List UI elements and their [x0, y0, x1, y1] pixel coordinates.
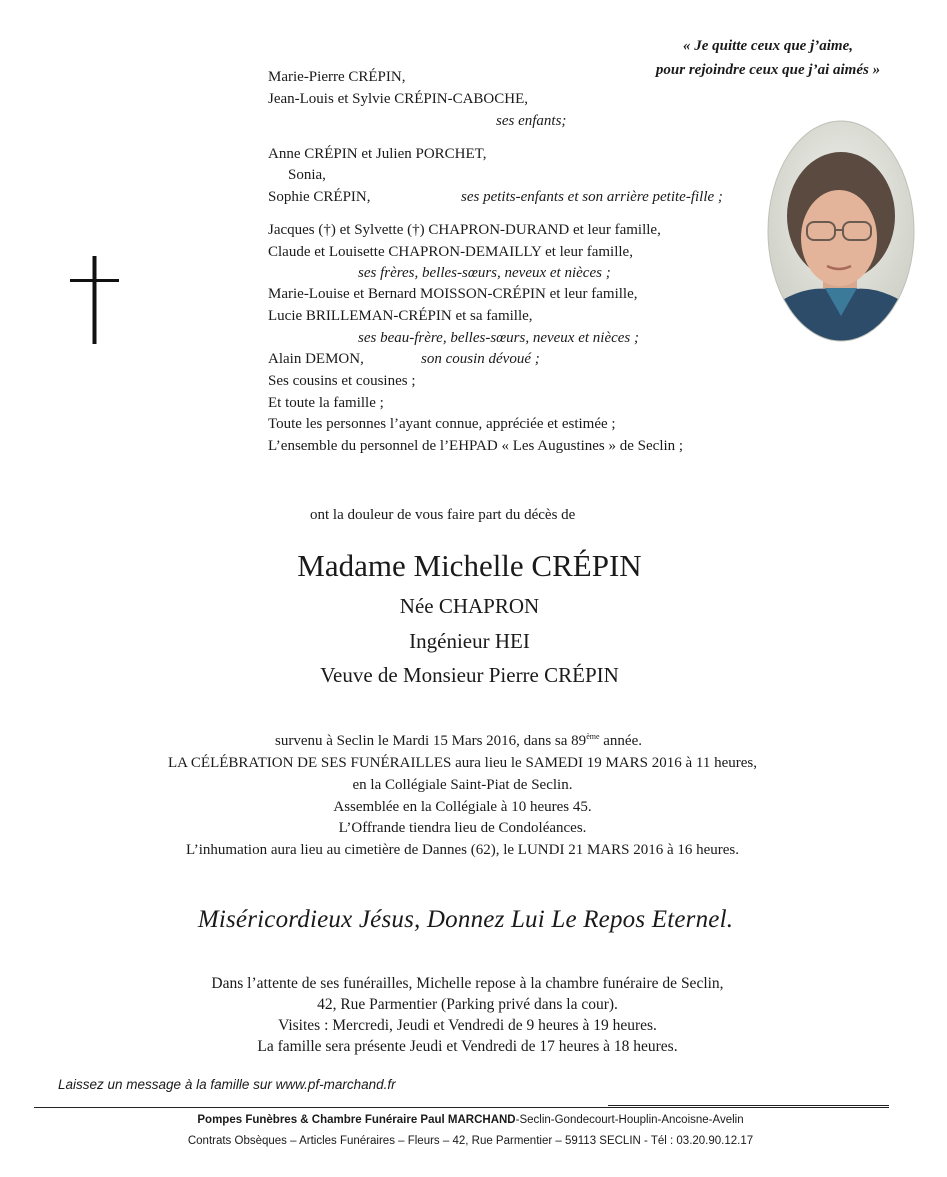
announcement: ont la douleur de vous faire part du décès de [310, 507, 576, 523]
portrait-photo [767, 120, 915, 342]
visit-line: La famille sera présente Jeudi et Vendredi de 17 heures à 18 heures. [257, 1038, 678, 1055]
separator-long [34, 1107, 889, 1108]
family-line: Jacques (†) et Sylvette (†) CHAPRON-DURAND et leur famille, [268, 222, 661, 238]
epitaph-quote [628, 34, 908, 82]
ordinal-suffix: ème [586, 732, 600, 741]
family-line: Marie-Pierre CRÉPIN, [268, 69, 406, 85]
family-line: Sophie CRÉPIN, [268, 189, 371, 205]
family-relation: ses petits-enfants et son arrière petite-fille ; [461, 189, 723, 205]
visit-line: 42, Rue Parmentier (Parking privé dans la cour). [317, 996, 618, 1013]
family-relation: ses frères, belles-sœurs, neveux et nièces ; [358, 265, 611, 281]
death-date: survenu à Seclin le Mardi 15 Mars 2016, dans sa 89 [274, 733, 587, 749]
family-line: Marie-Louise et Bernard MOISSON-CRÉPIN et leur famille, [268, 286, 638, 302]
family-line: Ses cousins et cousines ; [268, 373, 416, 389]
widow-of: Veuve de Monsieur Pierre CRÉPIN [320, 663, 619, 687]
family-line: Alain DEMON, [268, 351, 364, 367]
funeral-location: en la Collégiale Saint-Piat de Seclin. [352, 777, 573, 793]
company-name: Pompes Funèbres & Chambre Funéraire Paul MARCHAND [197, 1114, 516, 1126]
burial-details: L’inhumation aura lieu au cimetière de Dannes (62), le LUNDI 21 MARS 2016 à 16 heures. [185, 842, 740, 858]
family-line: Anne CRÉPIN et Julien PORCHET, [268, 146, 487, 162]
family-line: Toute les personnes l’ayant connue, appréciée et estimée ; [268, 416, 616, 432]
latin-cross-icon [68, 254, 122, 346]
deceased-name: Madame Michelle CRÉPIN [297, 548, 642, 583]
family-line: Jean-Louis et Sylvie CRÉPIN-CABOCHE, [268, 91, 528, 107]
family-relation: ses beau-frère, belles-sœurs, neveux et nièces ; [358, 330, 640, 346]
profession: Ingénieur HEI [409, 629, 530, 653]
assembly-time: Assemblée en la Collégiale à 10 heures 45. [333, 799, 592, 815]
company-locations: -Seclin-Gondecourt-Houplin-Ancoisne-Avelin [515, 1114, 744, 1126]
family-line: Et toute la famille ; [268, 395, 384, 411]
family-line: Claude et Louisette CHAPRON-DEMAILLY et leur famille, [268, 244, 633, 260]
family-line: L’ensemble du personnel de l’EHPAD « Les Augustines » de Seclin ; [268, 438, 684, 454]
message-link[interactable]: Laissez un message à la famille sur www.pf-marchand.fr [58, 1077, 396, 1092]
year-word: année. [599, 733, 642, 749]
family-relation: son cousin dévoué ; [421, 351, 540, 367]
separator-short [608, 1105, 889, 1106]
prayer: Miséricordieux Jésus, Donnez Lui Le Repos Eternel. [197, 906, 734, 933]
footer-services: Contrats Obsèques – Articles Funéraires – Fleurs – 42, Rue Parmentier – 59113 SECLIN - Tél : 03.20.90.12.17 [187, 1135, 754, 1147]
quote-line-1: « Je quitte ceux que j’aime, [683, 38, 853, 54]
quote-line-2: pour rejoindre ceux que j’ai aimés » [655, 62, 881, 78]
footer-company [0, 1114, 944, 1126]
visit-line: Visites : Mercredi, Jeudi et Vendredi de 9 heures à 19 heures. [278, 1017, 657, 1034]
death-details [0, 731, 932, 753]
funeral-celebration: LA CÉLÉBRATION DE SES FUNÉRAILLES aura lieu le SAMEDI 19 MARS 2016 à 11 heures, [168, 755, 757, 771]
maiden-name: Née CHAPRON [399, 594, 540, 618]
visit-line: Dans l’attente de ses funérailles, Michelle repose à la chambre funéraire de Seclin, [211, 975, 724, 992]
offering-note: L’Offrande tiendra lieu de Condoléances. [338, 820, 587, 836]
family-line: Lucie BRILLEMAN-CRÉPIN et sa famille, [268, 308, 533, 324]
family-line: Sonia, [288, 167, 326, 183]
family-relation: ses enfants; [496, 113, 567, 129]
